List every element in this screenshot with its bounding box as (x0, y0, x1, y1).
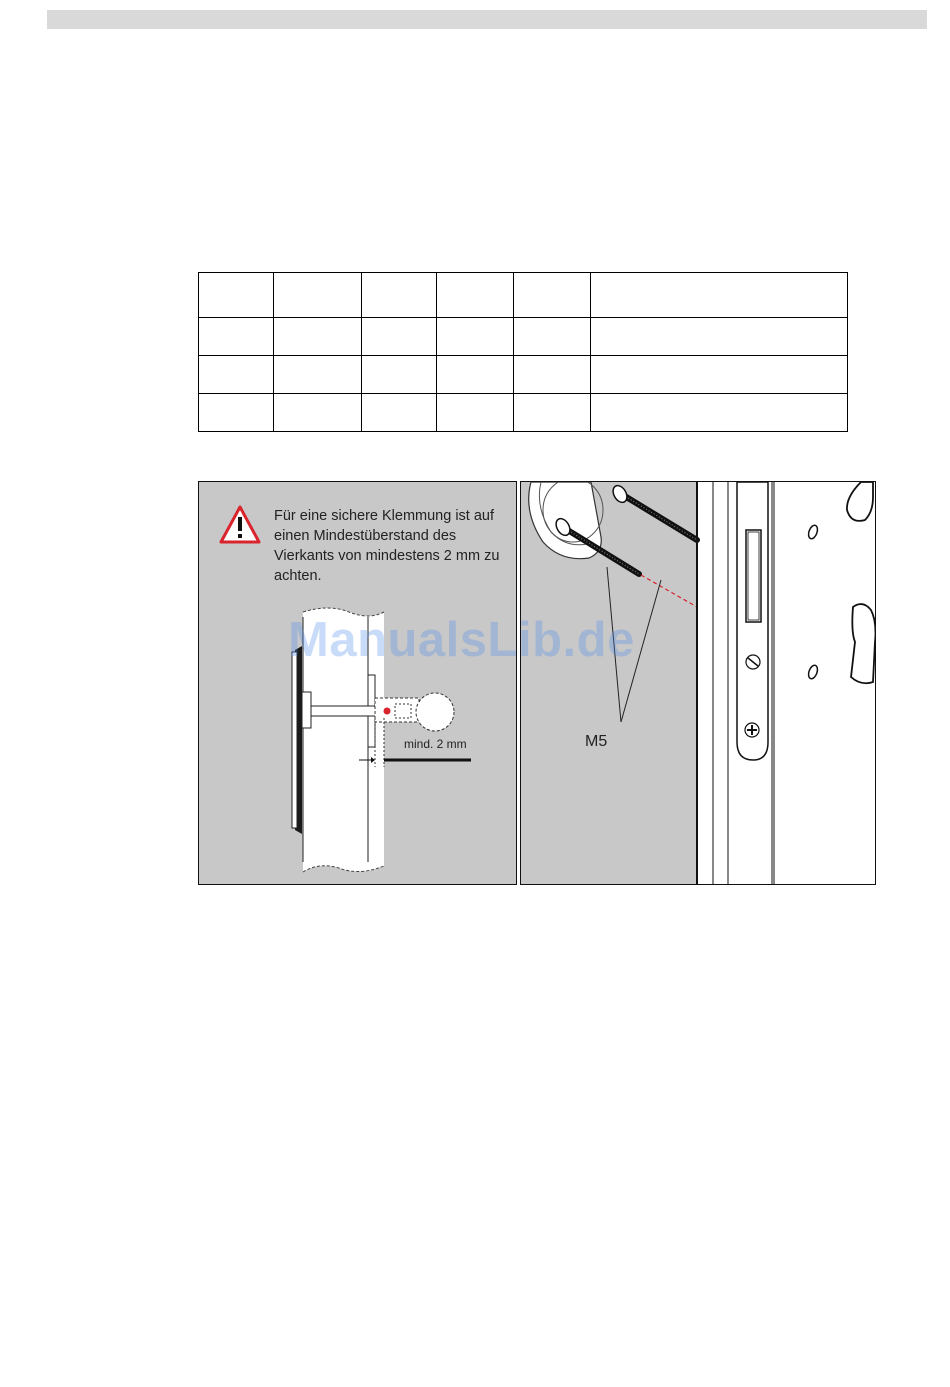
spec-table (198, 272, 848, 432)
min-overhang-label: mind. 2 mm (404, 737, 467, 751)
table-cell (591, 394, 848, 432)
table-cell (274, 394, 362, 432)
table-row (199, 318, 848, 356)
mounting-screws-figure (520, 481, 876, 885)
warning-triangle-icon (221, 507, 259, 542)
m5-screw-label: M5 (585, 733, 608, 750)
handle-grip (416, 693, 454, 731)
table-cell (591, 318, 848, 356)
table-cell (514, 318, 591, 356)
table-cell (199, 394, 274, 432)
table-cell (274, 273, 362, 318)
warning-note: Für eine sichere Klemmung ist auf einen Mindestüberstand des Vierkants von mindestens 2 mm zu achten. (274, 508, 500, 584)
table-cell (362, 273, 437, 318)
table-row (199, 394, 848, 432)
lock-faceplate (737, 482, 768, 760)
table-cell (199, 356, 274, 394)
header-bar (47, 10, 927, 29)
m5-screw (610, 483, 697, 540)
cylinder-cutout (851, 604, 876, 683)
table-cell (437, 318, 514, 356)
alignment-line (641, 575, 697, 607)
set-screw (384, 708, 391, 715)
table-cell (199, 273, 274, 318)
table-cell (437, 356, 514, 394)
mortise-lock-illustration (521, 482, 876, 885)
watermark: ManualsLib.de (288, 613, 635, 667)
table-cell (199, 318, 274, 356)
table-cell (514, 394, 591, 432)
table-row (199, 356, 848, 394)
table-cell (591, 356, 848, 394)
table-cell (437, 273, 514, 318)
table-cell (274, 356, 362, 394)
table-cell (591, 273, 848, 318)
table-cell (362, 356, 437, 394)
table-row (199, 273, 848, 318)
table-cell (514, 356, 591, 394)
table-cell (514, 273, 591, 318)
table-cell (274, 318, 362, 356)
table-cell (362, 318, 437, 356)
table-cell (362, 394, 437, 432)
table-cell (437, 394, 514, 432)
spindle-overhang-figure (198, 481, 517, 885)
